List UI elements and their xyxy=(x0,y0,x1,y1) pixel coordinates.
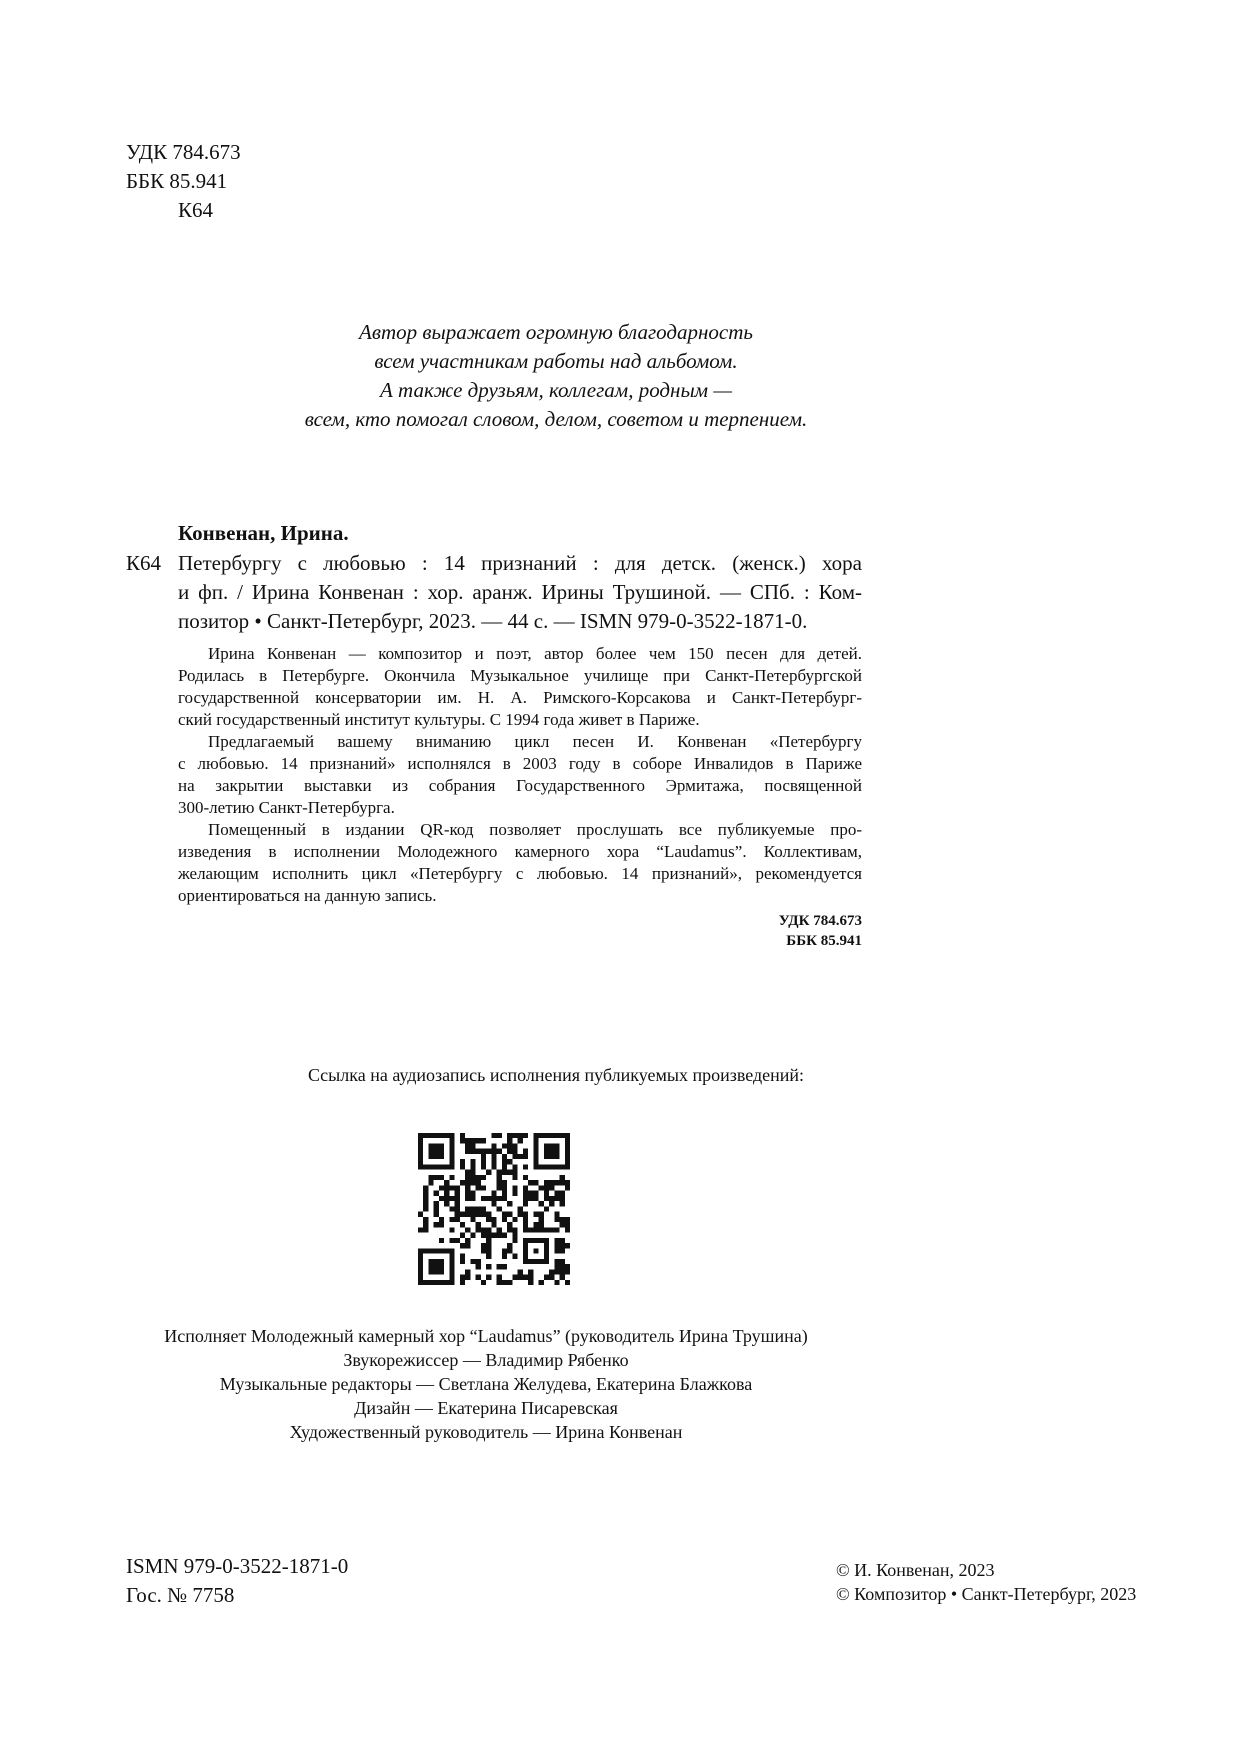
gos-number: Гос. № 7758 xyxy=(126,1583,235,1607)
annotation-line: желающим исполнить цикл «Петербургу с любовью. 14 признаний», рекомендуется xyxy=(178,864,862,883)
annotation-line: Предлагаемый вашему вниманию цикл песен И. Конвенан «Петербургу xyxy=(208,732,862,751)
copyright-author: © И. Конвенан, 2023 xyxy=(836,1560,995,1580)
catalog-bbk: ББК 85.941 xyxy=(786,933,862,949)
catalog-udk: УДК 784.673 xyxy=(778,913,862,929)
description-line: позитор • Санкт-Петербург, 2023. — 44 с. — ISMN 979-0-3522-1871-0. xyxy=(178,609,808,633)
annotation-line: Ирина Конвенан — композитор и поэт, автор более чем 150 песен для детей. xyxy=(208,644,862,663)
annotation-line: ориентироваться на данную запись. xyxy=(178,886,437,905)
catalog-author-mark: К64 xyxy=(126,551,162,575)
acknowledgement-line: всем участникам работы над альбомом. xyxy=(374,349,738,373)
acknowledgement-line: Автор выражает огромную благодарность xyxy=(359,320,753,344)
annotation-line: Помещенный в издании QR-код позволяет прослушать все публикуемые про- xyxy=(208,820,862,839)
credit-line: Художественный руководитель — Ирина Конвенан xyxy=(289,1422,683,1442)
catalog-author: Конвенан, Ирина. xyxy=(178,521,349,545)
acknowledgement-line: всем, кто помогал словом, делом, советом и терпением. xyxy=(304,407,808,431)
description-line: Петербургу с любовью : 14 признаний : для детск. (женск.) хора xyxy=(178,551,862,575)
acknowledgement-line: А также друзьям, коллегам, родным — xyxy=(379,378,733,402)
acknowledgement xyxy=(126,318,986,434)
audio-link-caption: Ссылка на аудиозапись исполнения публикуемых произведений: xyxy=(307,1065,805,1085)
credit-line: Исполняет Молодежный камерный хор “Laudamus” (руководитель Ирина Трушина) xyxy=(164,1326,808,1346)
catalog-codes xyxy=(700,911,862,951)
annotation-paragraph xyxy=(178,643,862,731)
catalog-annotation xyxy=(178,643,862,907)
annotation-line: государственной консерватории им. Н. А. Римского-Корсакова и Санкт-Петербург- xyxy=(178,688,862,707)
copyright xyxy=(836,1558,1136,1606)
annotation-line: 300-летию Санкт-Петербурга. xyxy=(178,798,395,817)
author-mark: К64 xyxy=(178,198,214,222)
annotation-line: с любовью. 14 признаний» исполнялся в 2003 году в соборе Инвалидов в Париже xyxy=(178,754,862,773)
ismn: ISMN 979-0-3522-1871-0 xyxy=(126,1554,349,1578)
catalog-description xyxy=(178,549,862,636)
annotation-paragraph xyxy=(178,819,862,907)
classification-block xyxy=(126,138,241,225)
copyright-publisher: © Композитор • Санкт-Петербург, 2023 xyxy=(836,1584,1137,1604)
description-line: и фп. / Ирина Конвенан : хор. аранж. Ирины Трушиной. — СПб. : Ком- xyxy=(178,580,862,604)
annotation-line: ский государственный институт культуры. С 1994 года живет в Париже. xyxy=(178,710,700,729)
qr-code-icon[interactable] xyxy=(418,1133,570,1285)
imprint-numbers xyxy=(126,1552,348,1610)
credits xyxy=(126,1324,846,1444)
annotation-paragraph xyxy=(178,731,862,819)
credit-line: Звукорежиссер — Владимир Рябенко xyxy=(343,1350,629,1370)
bbk-code: ББК 85.941 xyxy=(126,169,228,193)
credit-line: Музыкальные редакторы — Светлана Желудева, Екатерина Блажкова xyxy=(219,1374,753,1394)
annotation-line: Родилась в Петербурге. Окончила Музыкальное училище при Санкт-Петербургской xyxy=(178,666,862,685)
credit-line: Дизайн — Екатерина Писаревская xyxy=(354,1398,618,1418)
annotation-line: на закрытии выставки из собрания Государственного Эрмитажа, посвященной xyxy=(178,776,862,795)
udk-code: УДК 784.673 xyxy=(126,140,241,164)
annotation-line: изведения в исполнении Молодежного камерного хора “Laudamus”. Коллективам, xyxy=(178,842,862,861)
